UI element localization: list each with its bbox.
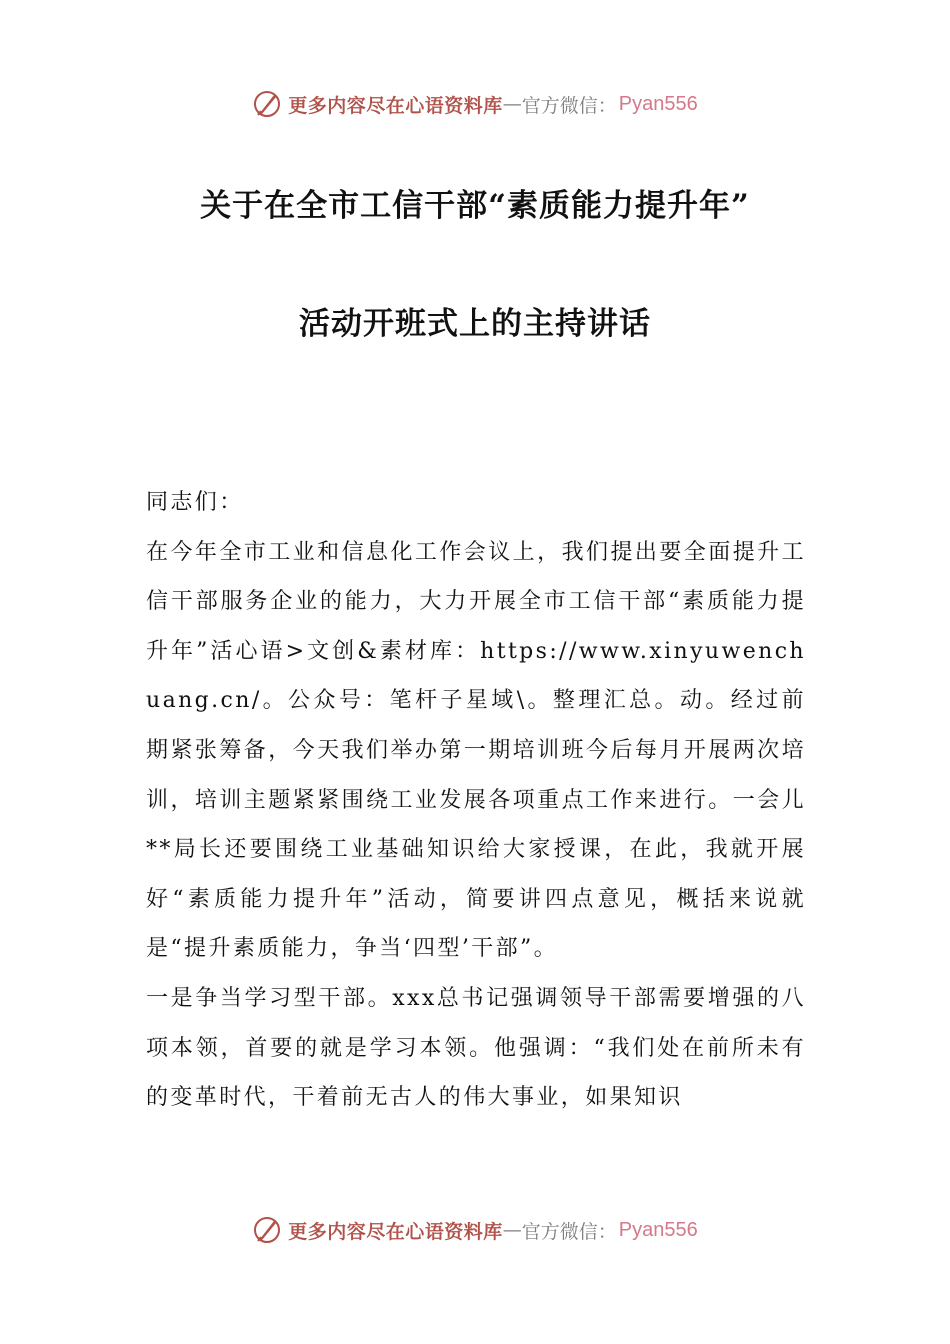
quill-pen-circle-icon bbox=[252, 89, 282, 119]
body-paragraph: 在今年全市工业和信息化工作会议上，我们提出要全面提升工信干部服务企业的能力，大力开展全市工信干部“素质能力提升年”活心语>文创&素材库：https://www.xinyuwenchuang.cn/。公众号：笔杆子星域\。整理汇总。动。经过前期紧张筹备，今天我们举办第一期培训班今后每月开展两次培训，培训主题紧紧围绕工业发展各项重点工作来进行。一会儿**局长还要围绕工业基础知识给大家授课，在此，我就开展好“素质能力提升年”活动，简要讲四点意见，概括来说就是“提升素质能力，争当‘四型’干部”。 bbox=[146, 539, 806, 962]
watermark-brand-text: 更多内容尽在心语资料库 bbox=[288, 1220, 503, 1243]
watermark-wechat-id: Pyan556 bbox=[618, 92, 698, 115]
document-body bbox=[146, 478, 806, 1123]
watermark-dash: — bbox=[502, 93, 522, 115]
body-paragraph: 一是争当学习型干部。xxx总书记强调领导干部需要增强的八项本领，首要的就是学习本领。他强调：“我们处在前所未有的变革时代，干着前无古人的伟大事业，如果知识 bbox=[146, 985, 806, 1111]
salutation-paragraph: 同志们： bbox=[146, 490, 244, 515]
watermark-dash: — bbox=[502, 1219, 522, 1241]
quill-pen-circle-icon bbox=[252, 1215, 282, 1245]
document-title-line-2: 活动开班式上的主持讲话 bbox=[299, 306, 651, 342]
watermark-banner-bottom bbox=[0, 1210, 950, 1250]
watermark-wechat-label: 官方微信： bbox=[521, 1220, 617, 1243]
watermark-brand-text: 更多内容尽在心语资料库 bbox=[288, 94, 503, 117]
watermark-wechat-label: 官方微信： bbox=[521, 94, 617, 117]
watermark-banner-top bbox=[0, 84, 950, 124]
watermark-wechat-id: Pyan556 bbox=[618, 1218, 698, 1241]
document-title-line-1: 关于在全市工信干部“素质能力提升年” bbox=[200, 188, 750, 224]
